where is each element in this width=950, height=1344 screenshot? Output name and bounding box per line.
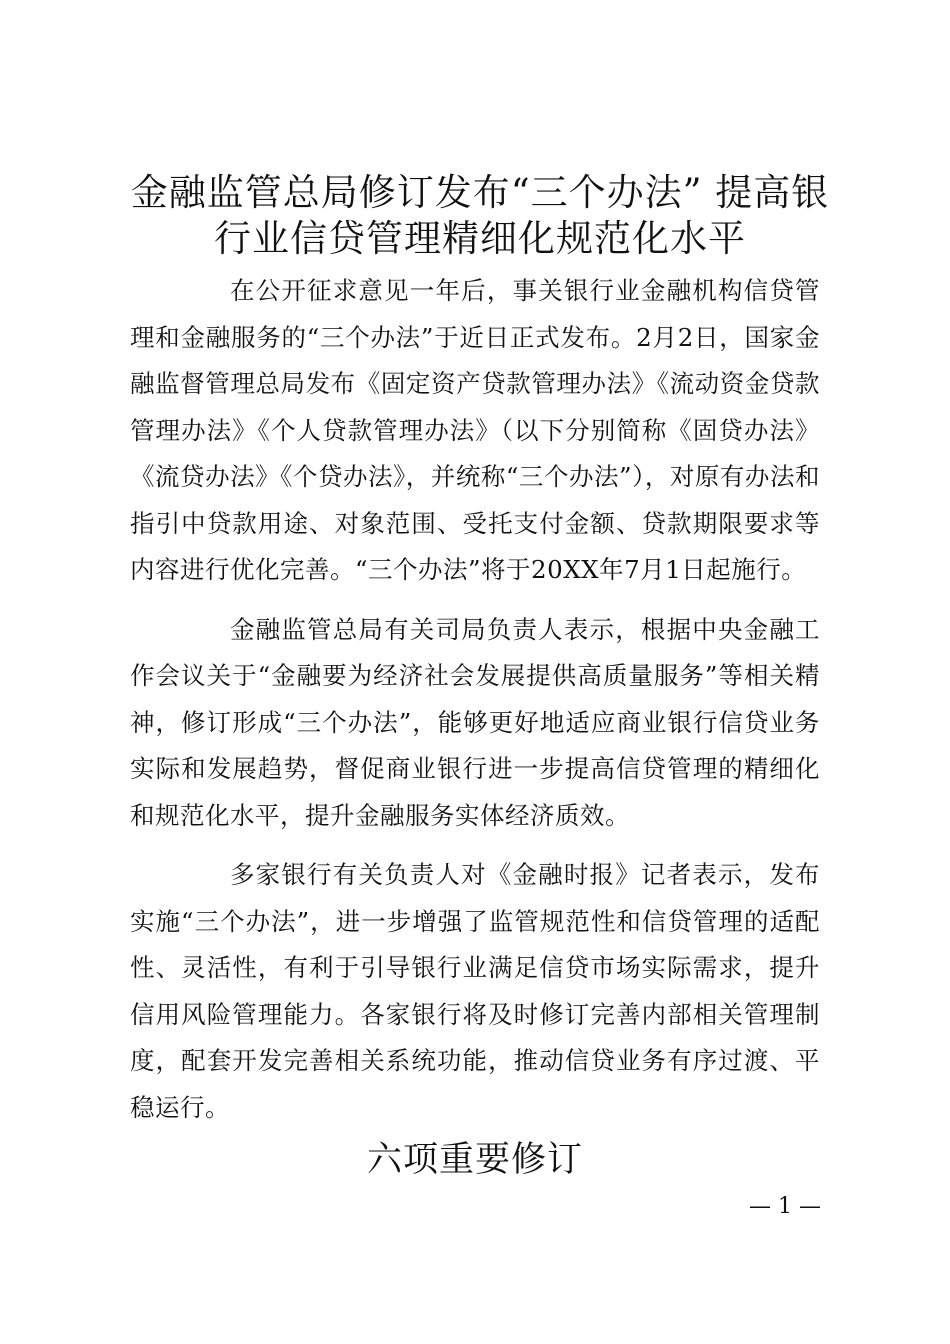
paragraph-2: 金融监管总局有关司局负责人表示，根据中央金融工作会议关于“金融要为经济社会发展提供高质量服务”等相关精神，修订形成“三个办法”，能够更好地适应商业银行信贷业务实际和发展趋势，督促商业银行进一步提高信贷管理的精细化和规范化水平，提升金融服务实体经济质效。 <box>130 614 820 830</box>
title-line-1: 金融监管总局修订发布“三个办法” 提高银 <box>130 171 830 214</box>
paragraph-1: 在公开征求意见一年后，事关银行业金融机构信贷管理和金融服务的“三个办法”于近日正式发布。2月2日，国家金融监督管理总局发布《固定资产贷款管理办法》《流动资金贷款管理办法》《个人贷款管理办法》（以下分别简称《固贷办法》《流贷办法》《个贷办法》，并统称“三个办法”），对原有办法和指引中贷款用途、对象范围、受托支付金额、贷款期限要求等内容进行优化完善。“三个办法”将于20XX年7月1日起施行。 <box>130 276 820 584</box>
title-line-2: 行业信贷管理精细化规范化水平 <box>214 217 746 260</box>
section-heading: 六项重要修订 <box>366 1140 583 1180</box>
paragraph-3: 多家银行有关负责人对《金融时报》记者表示，发布实施“三个办法”，进一步增强了监管规范性和信贷管理的适配性、灵活性，有利于引导银行业满足信贷市场实际需求，提升信用风险管理能力。各家银行将及时修订完善内部相关管理制度，配套开发完善相关系统功能，推动信贷业务有序过渡、平稳运行。 <box>130 860 820 1122</box>
article-body <box>130 268 820 1131</box>
document-title <box>120 170 840 262</box>
page-number: — 1 — <box>749 1194 821 1219</box>
